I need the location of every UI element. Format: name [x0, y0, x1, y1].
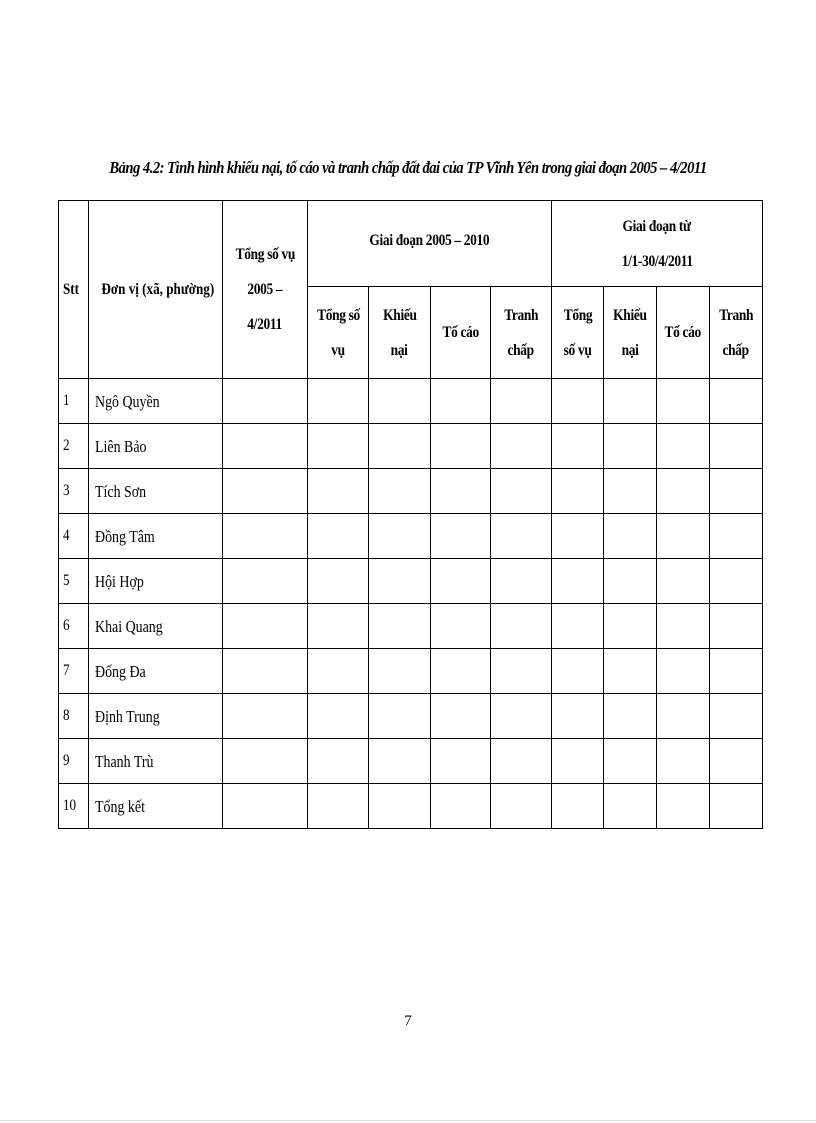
header-stt: Stt [59, 201, 89, 379]
row-name: Khai Quang [89, 604, 223, 649]
table-cell [431, 379, 491, 424]
table-cell [369, 469, 431, 514]
table-cell [657, 784, 710, 829]
table-cell [710, 514, 763, 559]
table-cell [657, 739, 710, 784]
table-cell [223, 784, 308, 829]
table-cell [431, 694, 491, 739]
table-cell [369, 784, 431, 829]
header-don-vi: Đơn vị (xã, phường) [89, 201, 223, 379]
table-cell [369, 379, 431, 424]
row-name: Đống Đa [89, 649, 223, 694]
table-cell [657, 559, 710, 604]
header-g1-to-cao: Tố cáo [431, 287, 491, 379]
row-name: Hội Hợp [89, 559, 223, 604]
table-row [59, 379, 763, 424]
row-stt: 6 [59, 604, 89, 649]
table-cell [308, 739, 369, 784]
header-g2-to-cao: Tố cáo [657, 287, 710, 379]
table-cell [710, 379, 763, 424]
page-number: 7 [404, 1013, 412, 1029]
table-cell [657, 649, 710, 694]
table-row [59, 559, 763, 604]
row-stt: 4 [59, 514, 89, 559]
row-stt: 7 [59, 649, 89, 694]
table-cell [657, 514, 710, 559]
row-stt: 2 [59, 424, 89, 469]
table-cell [431, 424, 491, 469]
table-row [59, 604, 763, 649]
table-cell [552, 469, 604, 514]
row-name: Tổng kết [89, 784, 223, 829]
table-cell [369, 739, 431, 784]
header-g2-tranh-chap: Tranh chấp [710, 287, 763, 379]
table-cell [369, 424, 431, 469]
table-cell [552, 649, 604, 694]
table-cell [604, 784, 657, 829]
table-cell [657, 694, 710, 739]
table-cell [223, 424, 308, 469]
table-cell [604, 469, 657, 514]
header-g2-tong-so-vu: Tổng số vụ [552, 287, 604, 379]
row-stt: 8 [59, 694, 89, 739]
table-cell [223, 559, 308, 604]
table-cell [491, 559, 552, 604]
table-cell [491, 469, 552, 514]
table-cell [604, 559, 657, 604]
table-cell [491, 604, 552, 649]
table-cell [491, 379, 552, 424]
table-row [59, 784, 763, 829]
table-cell [552, 694, 604, 739]
table-cell [308, 604, 369, 649]
table-cell [431, 784, 491, 829]
table-cell [604, 739, 657, 784]
row-name: Đồng Tâm [89, 514, 223, 559]
table-cell [604, 379, 657, 424]
table-cell [223, 469, 308, 514]
table-cell [552, 739, 604, 784]
complaints-table [58, 200, 763, 829]
table-cell [308, 784, 369, 829]
table-cell [491, 739, 552, 784]
table-cell [604, 649, 657, 694]
table-cell [552, 784, 604, 829]
table-cell [491, 694, 552, 739]
table-cell [223, 649, 308, 694]
header-g2-khieu-nai: Khiếu nại [604, 287, 657, 379]
table-cell [552, 424, 604, 469]
table-cell [710, 649, 763, 694]
page-bottom-divider [0, 1120, 816, 1121]
table-cell [710, 424, 763, 469]
table-cell [369, 649, 431, 694]
table-cell [604, 694, 657, 739]
table-cell [308, 469, 369, 514]
table-cell [552, 559, 604, 604]
table-cell [710, 559, 763, 604]
row-stt: 5 [59, 559, 89, 604]
table-cell [369, 694, 431, 739]
header-group-2011: Giai đoạn từ 1/1-30/4/2011 [552, 201, 763, 287]
table-row [59, 649, 763, 694]
table-cell [657, 424, 710, 469]
table-cell [552, 379, 604, 424]
table-cell [710, 739, 763, 784]
table-cell [308, 694, 369, 739]
table-cell [657, 469, 710, 514]
table-cell [431, 649, 491, 694]
row-stt: 10 [59, 784, 89, 829]
table-cell [431, 514, 491, 559]
table-cell [657, 604, 710, 649]
header-g1-khieu-nai: Khiếu nại [369, 287, 431, 379]
table-cell [223, 604, 308, 649]
table-cell [431, 604, 491, 649]
row-stt: 1 [59, 379, 89, 424]
table-cell [308, 379, 369, 424]
row-name: Ngô Quyền [89, 379, 223, 424]
row-stt: 9 [59, 739, 89, 784]
header-g1-tranh-chap: Tranh chấp [491, 287, 552, 379]
table-cell [604, 514, 657, 559]
table-cell [431, 559, 491, 604]
table-cell [308, 514, 369, 559]
table-cell [369, 604, 431, 649]
table-cell [431, 739, 491, 784]
table-cell [552, 604, 604, 649]
table-cell [223, 739, 308, 784]
table-cell [604, 604, 657, 649]
table-cell [223, 514, 308, 559]
table-cell [710, 694, 763, 739]
table-cell [710, 784, 763, 829]
table-cell [308, 649, 369, 694]
row-name: Liên Bảo [89, 424, 223, 469]
table-cell [491, 784, 552, 829]
table-cell [223, 379, 308, 424]
table-cell [657, 379, 710, 424]
table-row [59, 469, 763, 514]
table-cell [431, 469, 491, 514]
row-name: Định Trung [89, 694, 223, 739]
table-cell [369, 559, 431, 604]
row-name: Thanh Trù [89, 739, 223, 784]
table-cell [491, 514, 552, 559]
table-row [59, 514, 763, 559]
table-cell [223, 694, 308, 739]
header-tong-so-vu: Tổng số vụ 2005 – 4/2011 [223, 201, 308, 379]
table-row [59, 739, 763, 784]
table-cell [308, 424, 369, 469]
table-cell [491, 649, 552, 694]
table-caption: Bảng 4.2: Tình hình khiếu nại, tố cáo và tranh chấp đất đai của TP Vĩnh Yên trong giai đoạn 2005 – 4/2011 [109, 158, 707, 177]
row-name: Tích Sơn [89, 469, 223, 514]
header-group-2005-2010: Giai đoạn 2005 – 2010 [308, 201, 552, 287]
row-stt: 3 [59, 469, 89, 514]
table-row [59, 424, 763, 469]
header-g1-tong-so-vu: Tổng số vụ [308, 287, 369, 379]
table-cell [710, 469, 763, 514]
table-cell [308, 559, 369, 604]
table-cell [604, 424, 657, 469]
table-cell [710, 604, 763, 649]
table-cell [369, 514, 431, 559]
table-cell [491, 424, 552, 469]
table-cell [552, 514, 604, 559]
table-row [59, 694, 763, 739]
